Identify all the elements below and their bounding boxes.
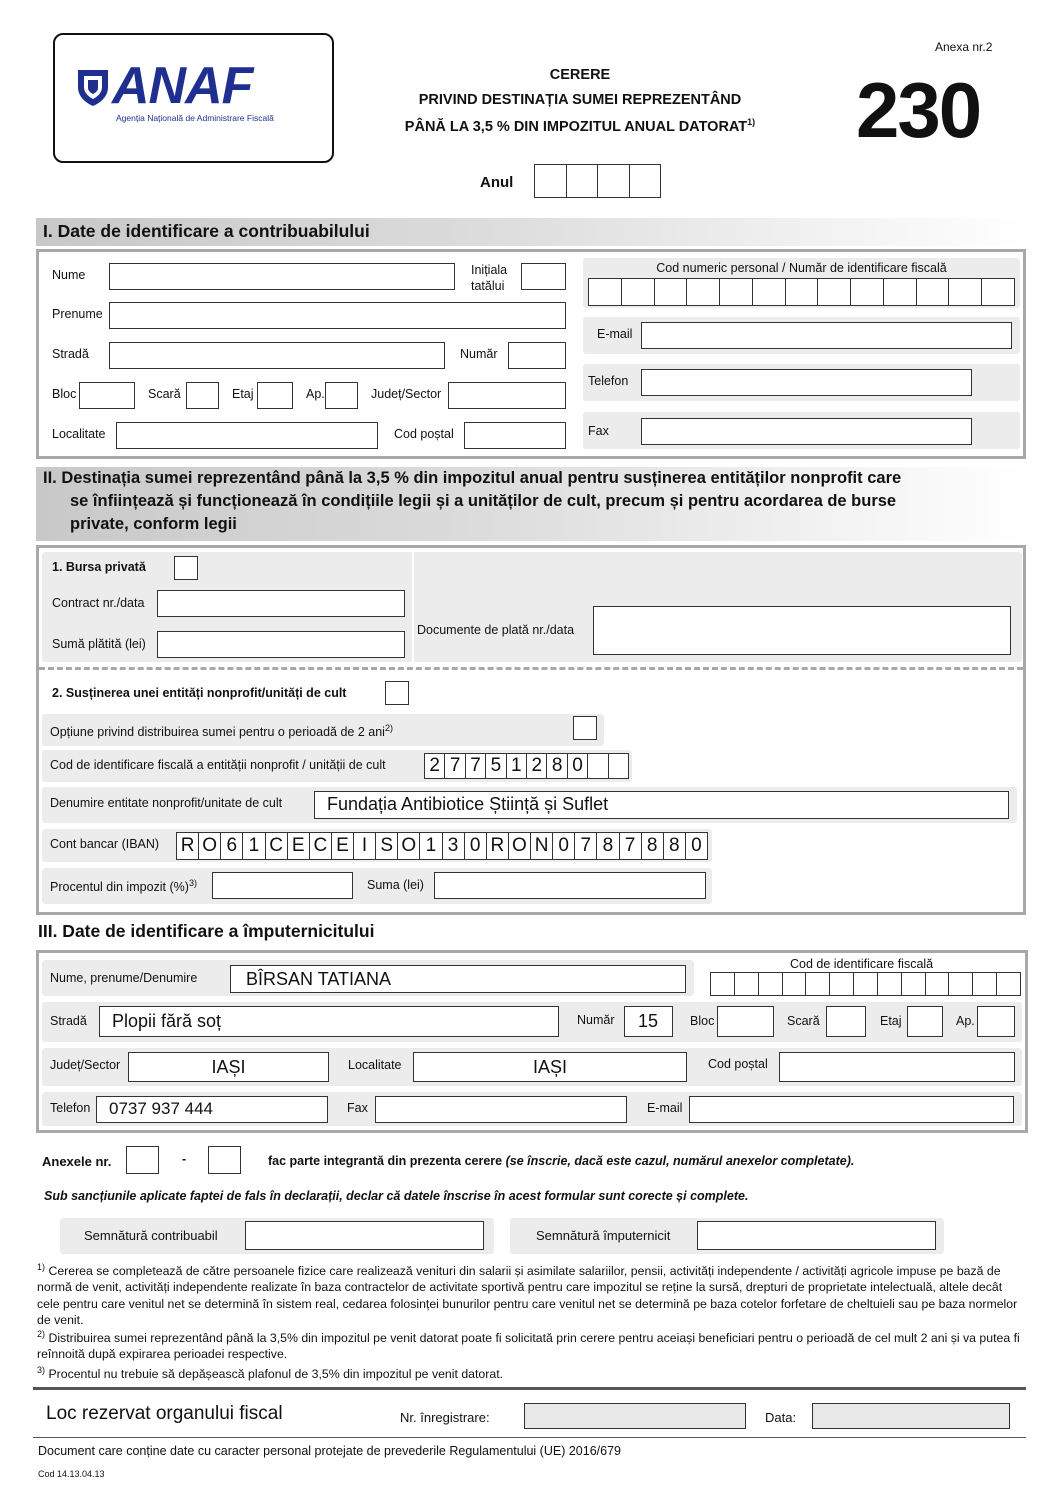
form-title-2: PRIVIND DESTINAȚIA SUMEI REPREZENTÂND <box>418 92 742 108</box>
scara-input[interactable] <box>186 382 219 409</box>
nume-input[interactable] <box>109 263 455 290</box>
imp-cif-digit-cell[interactable] <box>973 973 997 995</box>
year-digit-cell[interactable] <box>535 165 567 197</box>
cod-postal-label: Cod poștal <box>394 427 454 441</box>
iban-char-cell[interactable]: C <box>266 833 288 859</box>
contract-label: Contract nr./data <box>52 596 145 610</box>
suma-platita-input[interactable] <box>157 631 405 658</box>
imp-cif-digit-cell[interactable] <box>949 973 973 995</box>
iban-char-cell[interactable]: R <box>177 833 199 859</box>
etaj-input[interactable] <box>257 382 293 409</box>
denumire-label: Denumire entitate nonprofit/unitate de cult <box>50 796 283 810</box>
iban-input[interactable] <box>176 832 708 860</box>
iban-char-cell[interactable]: R <box>487 833 509 859</box>
anaf-shield-icon <box>76 67 110 110</box>
year-digit-cell[interactable] <box>567 165 599 197</box>
iban-char-cell[interactable]: N <box>531 833 553 859</box>
imp-cif-digit-cell[interactable] <box>997 973 1020 995</box>
year-input[interactable] <box>534 164 661 198</box>
cnp-digit-cell[interactable] <box>851 279 884 305</box>
footnote-1 <box>37 1259 1025 1328</box>
iban-char-cell[interactable]: 8 <box>597 833 619 859</box>
documente-label: Documente de plată nr./data <box>417 623 575 637</box>
section-2-title-3: private, conform legii <box>70 515 237 533</box>
cif-digit-cell[interactable]: 8 <box>547 754 567 778</box>
scara-label: Scară <box>148 387 181 401</box>
year-digit-cell[interactable] <box>630 165 661 197</box>
suma-platita-label: Sumă plătită (lei) <box>52 637 146 651</box>
cif-digit-cell[interactable]: 2 <box>527 754 547 778</box>
imp-scara-input[interactable] <box>826 1006 866 1037</box>
iban-char-cell[interactable]: 6 <box>221 833 243 859</box>
denumire-value: Fundația Antibiotice Știință și Suflet <box>327 794 609 814</box>
cnp-digit-cell[interactable] <box>655 279 688 305</box>
imp-fax-label: Fax <box>347 1101 368 1115</box>
bloc-input[interactable] <box>79 382 135 409</box>
contract-input[interactable] <box>157 590 405 617</box>
logo-subtitle: Agenția Națională de Administrare Fiscală <box>116 113 274 123</box>
bloc-label: Bloc <box>52 387 77 401</box>
cnp-digit-cell[interactable] <box>687 279 720 305</box>
imp-cod-postal-label: Cod poștal <box>708 1057 768 1071</box>
cif-digit-cell[interactable]: 5 <box>486 754 506 778</box>
reserved-title: Loc rezervat organului fiscal <box>46 1403 283 1424</box>
imp-nume-label: Nume, prenume/Denumire <box>50 971 198 985</box>
cnp-digit-cell[interactable] <box>720 279 753 305</box>
imp-strada-label: Stradă <box>50 1014 87 1028</box>
procent-text: Procentul din impozit (%) <box>50 880 189 895</box>
footnote-1-mark: 1) <box>37 1262 46 1272</box>
iban-char-cell[interactable]: 3 <box>443 833 465 859</box>
gdpr-text: Document care conține date cu caracter personal protejate de prevederile Regulamentului (UE) 2016/679 <box>38 1444 621 1458</box>
documente-input[interactable] <box>593 606 1011 655</box>
telefon-label: Telefon <box>588 374 629 388</box>
form-title-sup: 1) <box>747 117 756 127</box>
imp-cod-postal-input[interactable] <box>779 1052 1015 1082</box>
footnote-3-mark: 3) <box>37 1365 46 1375</box>
imp-cif-digit-cell[interactable] <box>878 973 902 995</box>
imp-etaj-input[interactable] <box>907 1006 943 1037</box>
prenume-input[interactable] <box>109 302 566 329</box>
footnote-2 <box>37 1326 1025 1363</box>
judet-input[interactable] <box>448 382 566 409</box>
imp-localitate-value: IAȘI <box>532 1057 567 1077</box>
imp-bloc-label: Bloc <box>690 1014 715 1028</box>
procent-input[interactable] <box>212 872 353 899</box>
imp-cif-digit-cell[interactable] <box>783 973 807 995</box>
iban-char-cell[interactable]: E <box>332 833 354 859</box>
procent-sup: 3) <box>188 878 197 888</box>
cif-digit-cell[interactable] <box>588 754 608 778</box>
sig-contribuabil-label: Semnătură contribuabil <box>84 1228 218 1243</box>
optiune-sup: 2) <box>384 723 393 733</box>
cif-digit-cell[interactable]: 0 <box>568 754 588 778</box>
imp-cif-digit-cell[interactable] <box>902 973 926 995</box>
form-number: 230 <box>856 66 981 154</box>
initiala-input[interactable] <box>521 263 566 290</box>
sig-contribuabil-input[interactable] <box>245 1221 484 1250</box>
ap-label: Ap. <box>306 387 325 401</box>
imp-cif-digit-cell[interactable] <box>926 973 950 995</box>
cnp-digit-cell[interactable] <box>949 279 982 305</box>
iban-char-cell[interactable]: O <box>509 833 531 859</box>
cif-label: Cod de identificare fiscală a entității nonprofit / unității de cult <box>50 758 386 772</box>
imp-cif-digit-cell[interactable] <box>854 973 878 995</box>
reserved-data-label: Data: <box>765 1410 797 1425</box>
iban-char-cell[interactable]: 8 <box>642 833 664 859</box>
cnp-digit-cell[interactable] <box>884 279 917 305</box>
strada-label: Stradă <box>52 347 89 361</box>
imp-nume-value: BÎRSAN TATIANA <box>246 969 392 989</box>
cif-digit-cell[interactable]: 2 <box>425 754 445 778</box>
bursa-checkbox[interactable] <box>174 556 198 580</box>
suma-input[interactable] <box>434 872 706 899</box>
sustinere-label: 2. Susținerea unei entități nonprofit/unități de cult <box>52 686 347 700</box>
imp-numar-value: 15 <box>638 1011 659 1031</box>
bursa-label: 1. Bursa privată <box>52 560 146 574</box>
iban-char-cell[interactable]: C <box>310 833 332 859</box>
annex-label: Anexa nr.2 <box>935 40 993 54</box>
footnote-3 <box>37 1362 1025 1382</box>
imp-judet-label: Județ/Sector <box>50 1058 121 1072</box>
cnp-input[interactable] <box>588 278 1015 306</box>
imp-cif-digit-cell[interactable] <box>759 973 783 995</box>
section-1-title: I. Date de identificare a contribuabilului <box>36 218 1026 246</box>
iban-char-cell[interactable]: S <box>376 833 398 859</box>
imp-email-label: E-mail <box>647 1101 683 1115</box>
imp-cif-label: Cod de identificare fiscală <box>790 957 934 971</box>
optiune-text: Opțiune privind distribuirea sumei pentru o perioadă de 2 ani <box>50 725 385 740</box>
logo-text: ANAF <box>112 57 253 115</box>
form-title-1: CERERE <box>549 67 611 83</box>
reserved-nr-input[interactable] <box>524 1403 746 1429</box>
imp-scara-label: Scară <box>787 1014 820 1028</box>
cif-digit-cell[interactable] <box>609 754 628 778</box>
sig-imputernicit-input[interactable] <box>697 1221 936 1250</box>
cod-postal-input[interactable] <box>464 422 566 449</box>
cnp-label: Cod numeric personal / Număr de identificare fiscală <box>656 261 947 275</box>
imp-strada-value: Plopii fără soț <box>112 1011 222 1031</box>
form-code: Cod 14.13.04.13 <box>38 1469 105 1479</box>
year-digit-cell[interactable] <box>598 165 630 197</box>
annex-dash: - <box>182 1152 187 1166</box>
iban-char-cell[interactable]: O <box>398 833 420 859</box>
cnp-digit-cell[interactable] <box>917 279 950 305</box>
imp-fax-input[interactable] <box>375 1096 627 1123</box>
judet-label: Județ/Sector <box>371 387 442 401</box>
imp-telefon-value: 0737 937 444 <box>109 1099 213 1118</box>
annex-from-input[interactable] <box>126 1146 159 1174</box>
imp-telefon-label: Telefon <box>50 1101 91 1115</box>
iban-char-cell[interactable]: 7 <box>575 833 597 859</box>
footnote-3-text: Procentul nu trebuie să depășească plafonul de 3,5% din impozitul pe venit datorat. <box>48 1367 504 1382</box>
form-title-3-text: PÂNĂ LA 3,5 % DIN IMPOZITUL ANUAL DATORAT <box>404 118 748 135</box>
iban-char-cell[interactable]: 0 <box>465 833 487 859</box>
iban-char-cell[interactable]: 7 <box>620 833 642 859</box>
email-input[interactable] <box>641 322 1012 349</box>
strada-input[interactable] <box>109 342 445 369</box>
imp-cif-input[interactable] <box>710 972 1021 996</box>
cnp-digit-cell[interactable] <box>622 279 655 305</box>
reserved-bottom-line <box>33 1437 1026 1438</box>
annexes-text-normal: fac parte integrantă din prezenta cerere <box>268 1154 503 1168</box>
reserved-data-input[interactable] <box>812 1403 1010 1429</box>
numar-input[interactable] <box>508 342 566 369</box>
section-2-title <box>36 467 1026 541</box>
imp-bloc-input[interactable] <box>717 1006 774 1037</box>
imp-numar-label: Număr <box>577 1013 615 1027</box>
imp-email-input[interactable] <box>689 1096 1014 1123</box>
telefon-input[interactable] <box>641 369 972 396</box>
section-3-title: III. Date de identificare a împuternicitului <box>38 921 375 941</box>
sig-imputernicit-label: Semnătură împuternicit <box>536 1228 671 1243</box>
form-title-3 <box>370 117 790 135</box>
annexes-text <box>268 1154 854 1168</box>
imp-ap-label: Ap. <box>956 1014 975 1028</box>
iban-char-cell[interactable]: 8 <box>664 833 686 859</box>
localitate-label: Localitate <box>52 427 106 441</box>
annex-to-input[interactable] <box>208 1146 241 1174</box>
reserved-nr-label: Nr. înregistrare: <box>400 1410 490 1425</box>
imp-localitate-label: Localitate <box>348 1058 402 1072</box>
cnp-digit-cell[interactable] <box>818 279 851 305</box>
procent-label <box>50 878 197 894</box>
imp-judet-value: IAȘI <box>211 1057 246 1077</box>
imp-ap-input[interactable] <box>977 1006 1015 1037</box>
optiune-label <box>50 723 393 739</box>
fax-input[interactable] <box>641 418 972 445</box>
footnote-1-text: Cererea se completează de către persoanele fizice care realizează venituri din salarii și asimilate salariilor, pensii, activități independente / activități agricole impuse pe bază de normă de venit, activități independente realizate în baza contractelor de activitate sportivă pentru care impozitul se reține la sursă, drepturi de proprietate intelectuală, altele decât cele pentru care venitul net se determină în sistem real, cedarea folosinței bunurilor pentru care venitul net se determină pe baza cotelor forfetare de cheltuieli sau pe baza normelor de venit. <box>37 1264 1018 1327</box>
cnp-digit-cell[interactable] <box>786 279 819 305</box>
iban-char-cell[interactable]: I <box>354 833 376 859</box>
annexes-label: Anexele nr. <box>42 1154 112 1169</box>
iban-char-cell[interactable]: 1 <box>243 833 265 859</box>
cif-digit-cell[interactable]: 7 <box>466 754 486 778</box>
etaj-label: Etaj <box>232 387 254 401</box>
footnote-2-mark: 2) <box>37 1329 46 1339</box>
imp-cif-digit-cell[interactable] <box>830 973 854 995</box>
fax-label: Fax <box>588 424 609 438</box>
cnp-digit-cell[interactable] <box>982 279 1014 305</box>
imp-etaj-label: Etaj <box>880 1014 902 1028</box>
localitate-input[interactable] <box>116 422 378 449</box>
initiala-label-1: Inițiala <box>471 263 508 277</box>
ap-input[interactable] <box>325 382 358 409</box>
email-label: E-mail <box>597 327 633 341</box>
cnp-digit-cell[interactable] <box>753 279 786 305</box>
cif-input[interactable] <box>424 753 629 779</box>
imp-cif-digit-cell[interactable] <box>711 973 735 995</box>
cnp-digit-cell[interactable] <box>589 279 622 305</box>
bursa-divider <box>412 552 414 662</box>
suma-label: Suma (lei) <box>367 878 424 892</box>
initiala-label-2: tatălui <box>471 279 505 293</box>
optiune-checkbox[interactable] <box>573 716 597 740</box>
cif-digit-cell[interactable]: 7 <box>445 754 465 778</box>
nume-label: Nume <box>52 268 86 282</box>
cif-digit-cell[interactable]: 1 <box>507 754 527 778</box>
iban-char-cell[interactable]: 0 <box>691 835 702 856</box>
iban-char-cell[interactable]: 0 <box>553 833 575 859</box>
footnote-2-text: Distribuirea sumei reprezentând până la 3,5% din impozitul pe venit datorat poate fi solicitată prin cerere pentru aceiași beneficiari pentru o perioadă de cel mult 2 ani și va putea fi reînnoită după expirarea perioadei respective. <box>37 1331 1020 1362</box>
iban-char-cell[interactable]: O <box>199 833 221 859</box>
year-label: Anul <box>480 174 514 191</box>
prenume-label: Prenume <box>52 307 103 321</box>
section-2-title-2: se înființează și funcționează în condițiile legii și a unităților de cult, precum și pentru acordarea de burse <box>70 492 897 510</box>
dashed-divider <box>39 667 1023 670</box>
numar-label: Număr <box>460 347 498 361</box>
iban-char-cell[interactable]: 1 <box>420 833 442 859</box>
annexes-text-italic: (se înscrie, dacă este cazul, numărul anexelor completate). <box>505 1154 855 1168</box>
iban-char-cell[interactable]: E <box>288 833 310 859</box>
imp-cif-digit-cell[interactable] <box>806 973 830 995</box>
reserved-top-line <box>33 1387 1026 1390</box>
sustinere-checkbox[interactable] <box>385 681 409 705</box>
declaration-text: Sub sancțiunile aplicate faptei de fals în declarații, declar că datele înscrise în acest formular sunt corecte și complete. <box>44 1189 749 1203</box>
section-2-title-1: II. Destinația sumei reprezentând până la 3,5 % din impozitul anual pentru susținerea entităților nonprofit care <box>43 469 902 487</box>
imp-cif-digit-cell[interactable] <box>735 973 759 995</box>
iban-label: Cont bancar (IBAN) <box>50 837 160 851</box>
